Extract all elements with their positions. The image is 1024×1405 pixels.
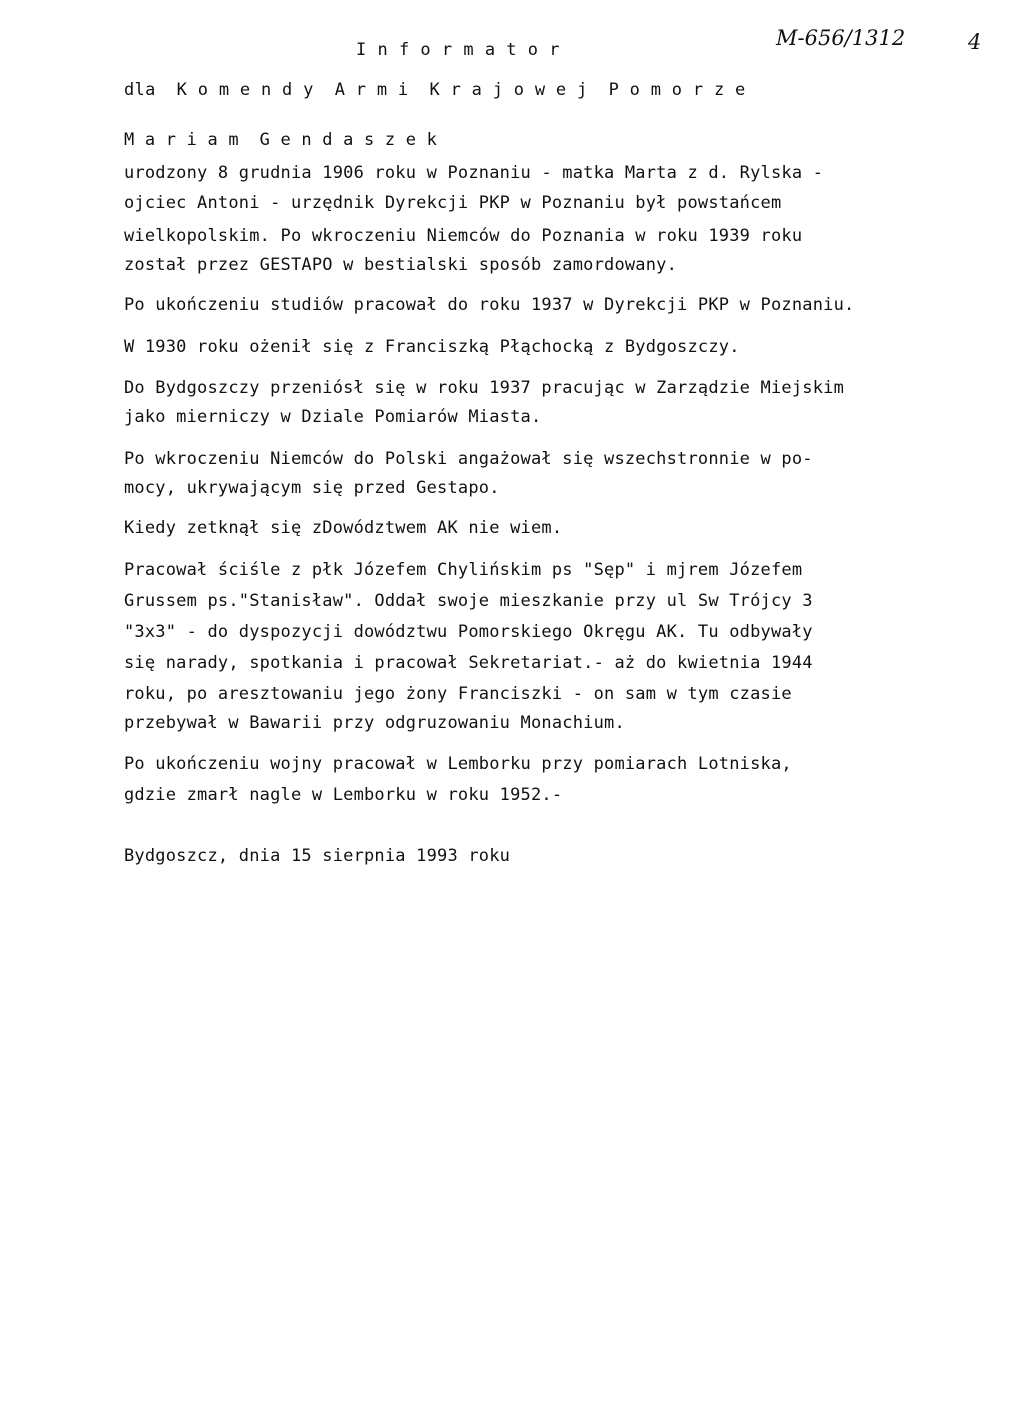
- body-line: jako mierniczy w Dziale Pomiarów Miasta.: [124, 407, 542, 427]
- body-line: Pracował ściśle z płk Józefem Chylińskim ps "Sęp" i mjrem Józefem: [124, 560, 803, 580]
- body-line: W 1930 roku ożenił się z Franciszką Płąchocką z Bydgoszczy.: [124, 337, 740, 357]
- document-title: I n f o r m a t o r: [356, 40, 560, 60]
- body-line: Grussem ps."Stanisław". Oddał swoje mieszkanie przy ul Sw Trójcy 3: [124, 591, 813, 611]
- body-line: urodzony 8 grudnia 1906 roku w Poznaniu - matka Marta z d. Rylska -: [124, 163, 824, 183]
- body-line: Kiedy zetknął się zDowództwem AK nie wiem.: [124, 518, 563, 538]
- page-number-handwritten: 4: [968, 30, 982, 54]
- person-name: M a r i a m G e n d a s z e k: [124, 130, 438, 150]
- body-line: Po wkroczeniu Niemców do Polski angażował się wszechstronnie w po-: [124, 449, 813, 469]
- body-line: wielkopolskim. Po wkroczeniu Niemców do Poznania w roku 1939 roku: [124, 226, 803, 246]
- body-line: roku, po aresztowaniu jego żony Franciszki - on sam w tym czasie: [124, 684, 792, 704]
- body-line: się narady, spotkania i pracował Sekretariat.- aż do kwietnia 1944: [124, 653, 813, 673]
- body-line: Po ukończeniu studiów pracował do roku 1937 w Dyrekcji PKP w Poznaniu.: [124, 295, 855, 315]
- body-line: ojciec Antoni - urzędnik Dyrekcji PKP w Poznaniu był powstańcem: [124, 193, 782, 213]
- body-line: Do Bydgoszczy przeniósł się w roku 1937 pracując w Zarządzie Miejskim: [124, 378, 845, 398]
- body-line: Po ukończeniu wojny pracował w Lemborku przy pomiarach Lotniska,: [124, 754, 792, 774]
- document-subtitle: dla K o m e n d y A r m i K r a j o w e j P o m o r z e: [124, 80, 746, 100]
- body-line: "3x3" - do dyspozycji dowództwu Pomorskiego Okręgu AK. Tu odbywały: [124, 622, 813, 642]
- archive-reference-handwritten: M-656/1312: [776, 26, 906, 50]
- body-line: gdzie zmarł nagle w Lemborku w roku 1952.-: [124, 785, 563, 805]
- body-line: przebywał w Bawarii przy odgruzowaniu Monachium.: [124, 713, 625, 733]
- place-and-date: Bydgoszcz, dnia 15 sierpnia 1993 roku: [124, 846, 511, 866]
- body-line: został przez GESTAPO w bestialski sposób zamordowany.: [124, 255, 678, 275]
- body-line: mocy, ukrywającym się przed Gestapo.: [124, 478, 500, 498]
